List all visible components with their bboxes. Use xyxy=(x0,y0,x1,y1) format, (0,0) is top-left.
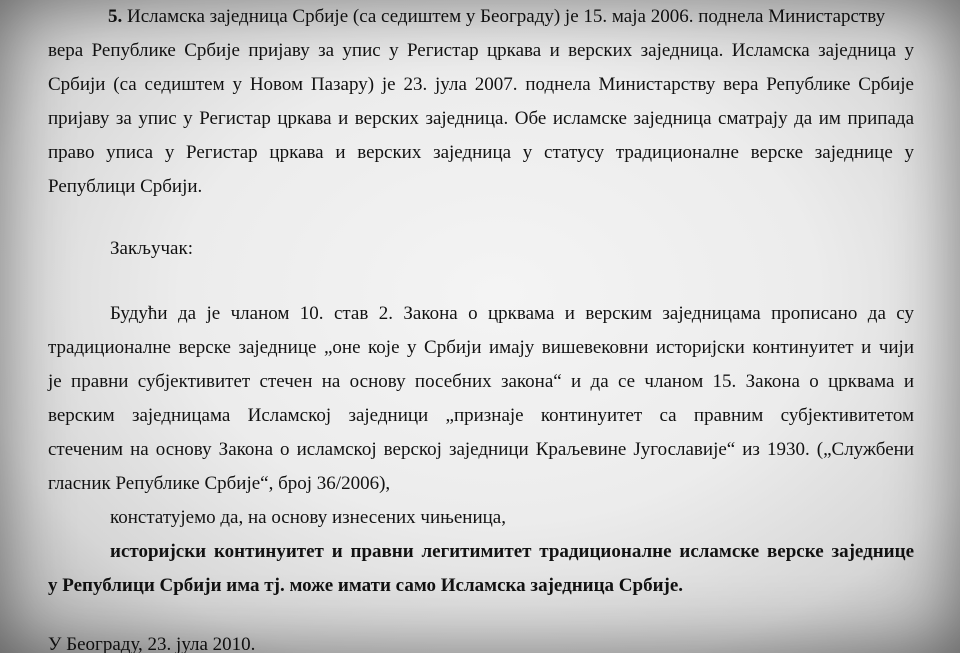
conclusion-line-5: стеченим на основу Закона о исламској верској заједници Краљевине Југославије“ из 1930. („Службени xyxy=(48,439,914,460)
section-number: 5. xyxy=(108,6,123,27)
conclusion-heading: Закључак: xyxy=(110,238,193,259)
section-5-line-6: Републици Србији. xyxy=(48,176,203,197)
section-5-first-line xyxy=(108,0,885,35)
conclusion-line-6: гласник Републике Србије“, број 36/2006), xyxy=(48,473,391,494)
conclusion-statement: констатујемо да, на основу изнесених чињеница, xyxy=(110,507,506,528)
bold-conclusion-line-2: у Републици Србији има тј. може имати само Исламска заједница Србије. xyxy=(48,575,684,596)
conclusion-line-3: је правни субјективитет стечен на основу посебних закона“ и да се чланом 15. Закона о црквама и xyxy=(48,371,914,392)
section-5-line-5: право уписа у Регистар цркава и верских заједница у статусу традиционалне верске заједнице у xyxy=(48,142,914,163)
conclusion-line-4: верским заједницама Исламској заједници „признаје континуитет са правним субјективитетом xyxy=(48,405,914,426)
section-5-line-3: Србији (са седиштем у Новом Пазару) је 23. јула 2007. поднела Министарству вера Републике Србије xyxy=(48,74,914,95)
section-5-line-1: Исламска заједница Србије (са седиштем у Београду) је 15. маја 2006. поднела Министарству xyxy=(127,6,886,27)
section-5-line-4: пријаву за упис у Регистар цркава и верских заједница. Обе исламске заједница сматрају да им припада xyxy=(48,108,914,129)
conclusion-line-2: традиционалне верске заједнице „оне које у Србији имају вишевековни историјски континуитет и чији xyxy=(48,337,914,358)
conclusion-line-1: Будући да је чланом 10. став 2. Закона о црквама и верским заједницама прописано да су xyxy=(110,303,914,324)
bold-conclusion-line-1: историјски континуитет и правни легитимитет традиционалне исламске верске заједнице xyxy=(110,541,914,562)
section-5-line-2: вера Републике Србије пријаву за упис у Регистар цркава и верских заједница. Исламска заједница у xyxy=(48,40,914,61)
place-and-date: У Београду, 23. јула 2010. xyxy=(48,634,256,653)
